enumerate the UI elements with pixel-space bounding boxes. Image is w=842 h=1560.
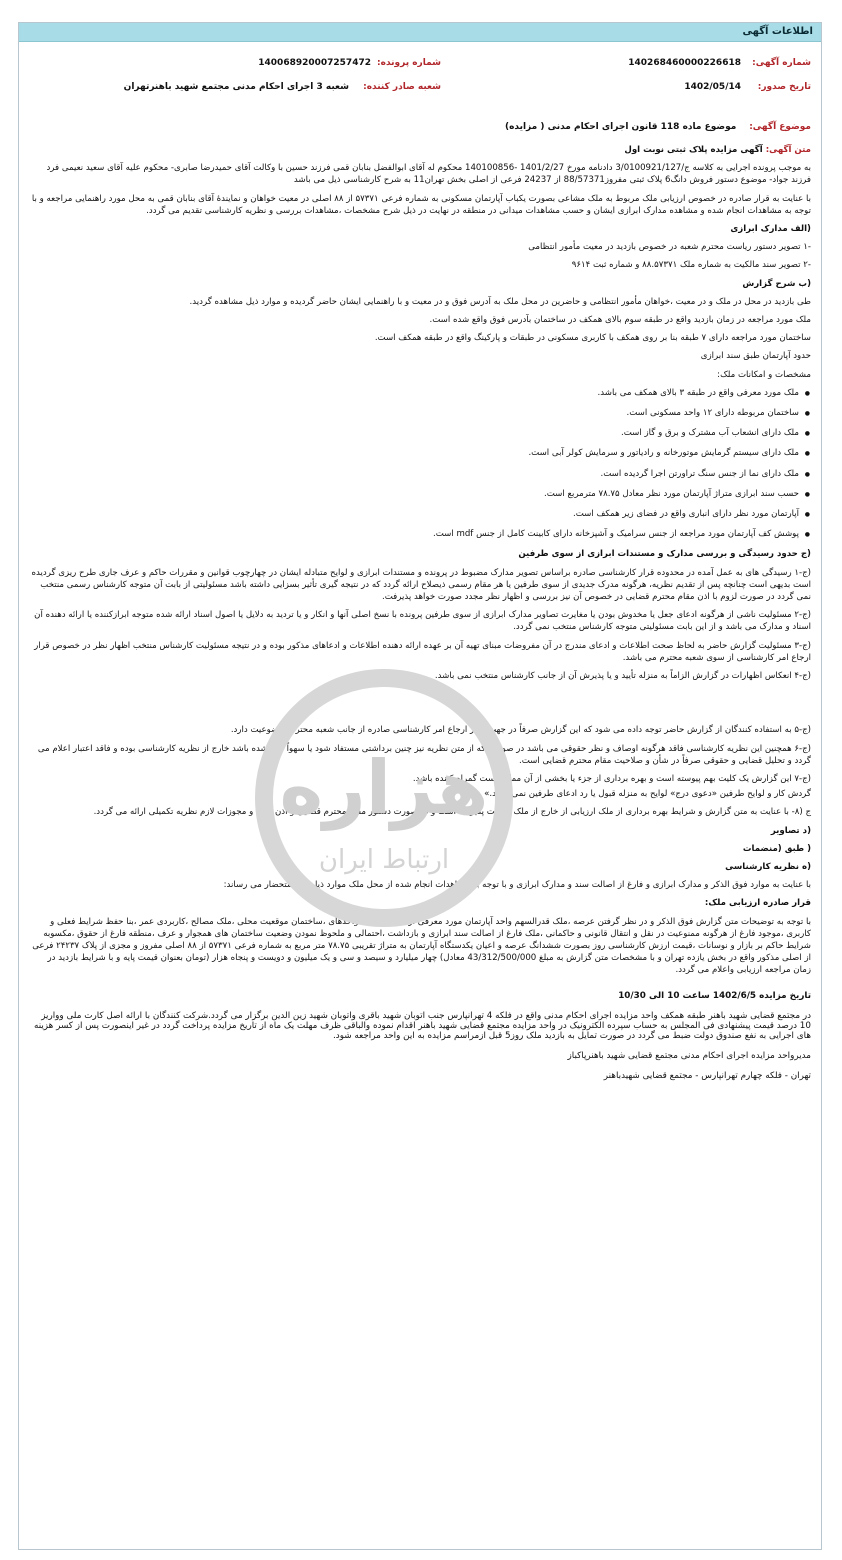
subject-label: موضوع آگهی: <box>749 122 811 132</box>
auction-text: در مجتمع قضایی شهید باهنر طبقه همکف واحد مزایده اجرای احکام مدنی واقع در فلکه 4 تهرانپارس جنب اتوبان شهید باقری واتوبان شهید زین الدین برگزار می گردد.شرکت کنندگان با ارائه اصل کارت ملی وواریز 10 درصد قیمت پیشنهادی فی المجلس به حساب سپرده الکترونیک در واحد مزایده مجتمع قضایی شهید باهنر اقدام نموده والباقی ظرف مهلت یک ماه از تاریخ مزایده پرداخت گردد در غیر اینصورت پس از کسر هزینه های اجرایی به نفع صندوق دولت ضبط می گردد در صورت تمایل به بازدید ملک روز5 قبل ازمراسم مزایده به این واحد مراجعه شود. <box>33 1010 811 1041</box>
issue-date-label: تاریخ صدور: <box>757 82 811 92</box>
ad-subject <box>19 120 821 132</box>
list-item: ● پوشش کف آپارتمان مورد مراجعه از جنس سرامیک و آشپزخانه دارای کابینت کامل از جنس mdf است. <box>31 528 799 540</box>
section-h-title: ( طبق (منضمات <box>742 843 811 854</box>
case-number: 140068920007257472 <box>258 58 371 68</box>
section-c-title: (ج حدود رسیدگی و بررسی مدارک و مستندات ابرازی از سوی طرفین <box>518 549 811 560</box>
watermark-text-2: ارتباط ایران <box>318 845 450 875</box>
list-item: ● آپارتمان مورد نظر دارای انباری واقع در فضای زیر همکف است. <box>31 508 799 520</box>
issue-date: 1402/05/14 <box>684 82 741 92</box>
section-c-3: (ج-۳ مسئولیت گزارش حاضر به لحاظ صحت اطلاعات و ادعای مندرج در آن مفروضات مبنای تهیه آن بر عهده ارائه دهنده اطلاعات و ادعاهای مذکور بوده و در نتیجه مسئولیت کارشناس منتخب اظهار نظر در خصوص قرار ارجاع امر کارشناسی از سوی شعبه محترم می باشد. <box>34 640 811 663</box>
ad-number-label: شماره آگهی: <box>752 58 811 68</box>
section-c-1: (ج-۱ رسیدگی های به عمل آمده در محدوده قرار کارشناسی صادره براساس تصویر مدارک مضبوط در پرونده و مستندات ابرازی و لوایح متبادله ایشان در چهارچوب قوانین و مقررات حاکم و عرف جاری طرح ریزی گردیده است بدیهی است چنانچه پس از تقدیم نظریه، هرگونه مدرک جدیدی از سوی طرفین یا هر مقام رسمی ذیصلاح ارائه گردد که در نتیجه گیری تأثیر بسزایی داشته باشد مسئولیتی از بابت آن متوجه کارشناس رسمی منتخب نمی گردد در صورت لزوم با اذن مقام محترم قضایی در خصوص آن نیز بررسی و اظهار نظر مجدد صورت خواهد پذیرفت. <box>31 567 811 603</box>
section-c-7: (ج-۷ این گزارش یک کلیت بهم پیوسته است و بهره برداری از جزء یا بخشی از آن ممکن است گمراه کننده باشد. <box>412 773 811 784</box>
list-item: ● ملک دارای انشعاب آب مشترک و برق و گاز است. <box>31 427 799 439</box>
auction-date: تاریخ مزایده 1402/6/5 ساعت 10 الی 10/30 <box>618 990 811 1001</box>
list-item: ● ساختمان مربوطه دارای ۱۲ واحد مسکونی است. <box>31 407 799 419</box>
valuation-title: قرار صادره ارزیابی ملک: <box>704 898 811 909</box>
section-b-para-5: مشخصات و امکانات ملک: <box>717 369 811 380</box>
issuer: شعبه 3 اجرای احکام مدنی مجتمع شهید باهنرتهران <box>123 82 349 92</box>
valuation-para: با توجه به توضیحات متن گزارش فوق الذکر و در نظر گرفتن عرصه ،ملک قدرالسهم واحد آپارتمان مورد معرفی از ،عرصه تعداد واحدهای ،ساختمان موقعیت محلی ،ملک مصالح ،کاربردی عمر ،بنا حفظ شرایط فعلی و کاربری ،موجود فارغ از هرگونه ممنوعیت در نقل و انتقال قانونی و حاکمانی ،ملک فارغ از اصالت سند ابرازی و بازداشت ،احتمالی و ملحوظ نمودن وضعیت ساختمان های همجوار و عرف ،منطقه فارغ از حقوق ،مکسوبه شرایط حاکم بر بازار و نوسانات ،قیمت ارزش کارشناسی روز بصورت ششدانگ عرصه و اعیان یکدستگاه آپارتمان به متراژ تقریبی ۷۸.۷۵ متر مربع به شماره فرعی ۵۷۳۷۱ از ۸۸ اصلی مفروز و مجزی از پلاک ۲۴۲۳۷ فرعی از اصلی مذکور واقع در بخش یازده تهران و با مشخصات متن گزارش به مبلغ 43/312/500/000 معادل) چهار میلیارد و سیصد و سی و یک میلیون و دویست و پنجاه هزار (تومان بعنوان قیمت پایه و با شرایط بازدید در زمان مراجعه ارزیابی واعلام می گردد. <box>32 916 811 976</box>
section-b-para-1: طی بازدید در محل در ملک و در معیت ،خواهان مأمور انتظامی و حاضرین در محل ملک به آدرس فوق و در معیت و با راهنمایی ایشان حاضر گردیده و موارد ذیل مشاهده گردید. <box>189 296 811 307</box>
paragraph-1: به موجب پرونده اجرایی به کلاسه ج/3/0100921/127 دادنامه مورخ 1401/2/27 -140100856 محکوم له آقای ابوالفضل بنابان قمی فرزند حسین با وکالت آقای حمیدرضا صابری- محکوم علیه آقای سعید نعیمی فرد فرزند جواد- موضوع دستور فروش دانگ6 پلاک ثبتی مفروز88/57371 از 24237 فرعی از اصلی بخش تهران11 به شرح کارشناسی ذیل می باشد <box>46 163 811 186</box>
text-title: آگهی مزایده پلاک ثبتی نوبت اول <box>624 145 763 155</box>
panel-title: اطلاعات آگهی <box>19 23 821 42</box>
section-c-6: (ج-۶ همچنین این نظریه کارشناسی فاقد هرگونه اوصاف و نظر حقوقی می باشد در صورتی که از متن نظریه نیز چنین برداشتی مستفاد شود یا سهواً درج شده باشد خارج از نظریه کارشناسی بوده و فاقد اعتبار اعلام می گردد و تحلیل قضایی و حقوقی صرفاً در شأن و صلاحیت مقام محترم قضایی است. <box>37 743 811 766</box>
section-b-para-4: حدود آپارتمان طبق سند ابرازی <box>700 351 811 362</box>
section-c-4: (ج-۴ انعکاس اظهارات در گزارش الزاماً به منزله تأیید و یا پذیرش آن از جانب کارشناس منتخب نمی باشد. <box>434 671 811 682</box>
list-item: ● ملک مورد معرفی واقع در طبقه ۳ بالای همکف می باشد. <box>31 387 799 399</box>
ad-meta <box>19 42 821 120</box>
issuer-label: شعبه صادر کننده: <box>363 82 441 92</box>
signature: مدیرواحد مزایده اجرای احکام مدنی مجتمع قضایی شهید باهنرپاکباز <box>567 1050 811 1061</box>
section-n-para: با عنایت به موارد فوق الذکر و مدارک ابرازی و فارغ از اصالت سند و مدارک ابرازی و با توجه به مشاهدات انجام شده از محل ملک موارد ذیل را باستحضار می رساند: <box>223 880 811 891</box>
features-list <box>31 387 811 541</box>
watermark-text-1: هزاره <box>279 745 489 831</box>
paragraph-2: با عنایت به قرار صادره در خصوص ارزیابی ملک مربوط به ملک مشاعی بصورت یکباب آپارتمان مسکونی به شماره فرعی ۵۷۳۷۱ از ۸۸ اصلی در معیت خواهان و نمایندهٔ آقای بنابان قمی به محل مورد راهنمایی مراجعه و با توجه به مشاهدات انجام شده و مشاهده مدارک ابرازی ایشان و حسب مشاهدات میدانی در منطقه در نهایت در ذیل شرح مشخصات ،مشاهدات بررسی و نظریه کارشناسی تقدیم می گردد. <box>31 193 811 216</box>
list-item: ● ملک دارای سیستم گرمایش موتورخانه و رادیاتور و سرمایش کولر آبی است. <box>31 447 799 459</box>
ad-number: 140268460000226618 <box>628 58 741 68</box>
ad-body <box>19 144 821 977</box>
section-a-item-1: -۱ تصویر دستور ریاست محترم شعبه در خصوص بازدید در معیت مأمور انتظامی <box>528 242 811 253</box>
section-a-title: (الف مدارک ابرازی <box>730 224 811 235</box>
section-c-5: (ج-۵ به استفاده کنندگان از گزارش حاضر توجه داده می شود که این گزارش صرفاً در جهت قرار ارجاع امر کارشناسی صادره از جانب شعبه محترم موضوعیت دارد. <box>230 725 811 736</box>
subject-value: موضوع ماده 118 قانون اجرای احکام مدنی ( مزایده) <box>504 122 737 132</box>
section-d-title: (د تصاویر <box>770 825 811 836</box>
section-b-para-2: ملک مورد مراجعه در زمان بازدید واقع در طبقه سوم بالای همکف در ساختمان بآدرس فوق واقع شده است. <box>429 315 811 326</box>
section-c-2: (ج-۲ مسئولیت ناشی از هرگونه ادعای جعل یا مخدوش بودن یا مغایرت تصاویر مدارک ابرازی از سوی طرفین پرونده با نسخ اصلی آنها و انکار و یا تردید به دلایل یا اصول اسناد ارائه شده متوجه ابرازکننده یا ارائه دهنده آن اسناد و مدارک می باشد و از این بابت مسئولیتی متوجه کارشناس منتخب نمی گردد. <box>34 610 811 633</box>
section-b-title: (ب شرح گزارش <box>742 278 811 289</box>
address: تهران - فلکه چهارم تهرانپارس - مجتمع قضایی شهیدباهنر <box>603 1070 811 1081</box>
section-c-8: ج (۸- با عنایت به متن گزارش و شرایط بهره برداری از ملک ارزیابی از خارج از ملک صورت پذیرفته است و در صورت دستور مقام محترم قضایی و اذن ورود و مجوزات لازم نظریه تکمیلی ارائه می گردد. <box>93 807 811 818</box>
auction-footer <box>19 991 821 1081</box>
section-a-item-2: -۲ تصویر سند مالکیت به شماره ملک ۸۸.۵۷۳۷۱ و شماره ثبت ۹۶۱۴ <box>571 260 811 271</box>
list-item: ● حسب سند ابرازی متراژ آپارتمان مورد نظر معادل ۷۸.۷۵ مترمربع است. <box>31 488 799 500</box>
text-label: متن آگهی: <box>765 145 811 155</box>
case-number-label: شماره پرونده: <box>377 58 441 68</box>
section-c-7b: گردش کار و لوایح طرفین «دعوی درج» لوایح به منزله قبول یا رد ادعای طرفین نمی باشد.» <box>484 789 811 800</box>
list-item: ● ملک دارای نما از جنس سنگ تراورتن اجرا گردیده است. <box>31 468 799 480</box>
section-b-para-3: ساختمان مورد مراجعه دارای ۷ طبقه بنا بر روی همکف با کاربری مسکونی در طبقات و پارکینگ واقع در طبقه همکف است. <box>374 333 811 344</box>
ad-details-panel <box>18 22 822 1550</box>
section-n-title: (ه نظریه کارشناسی <box>725 861 811 872</box>
